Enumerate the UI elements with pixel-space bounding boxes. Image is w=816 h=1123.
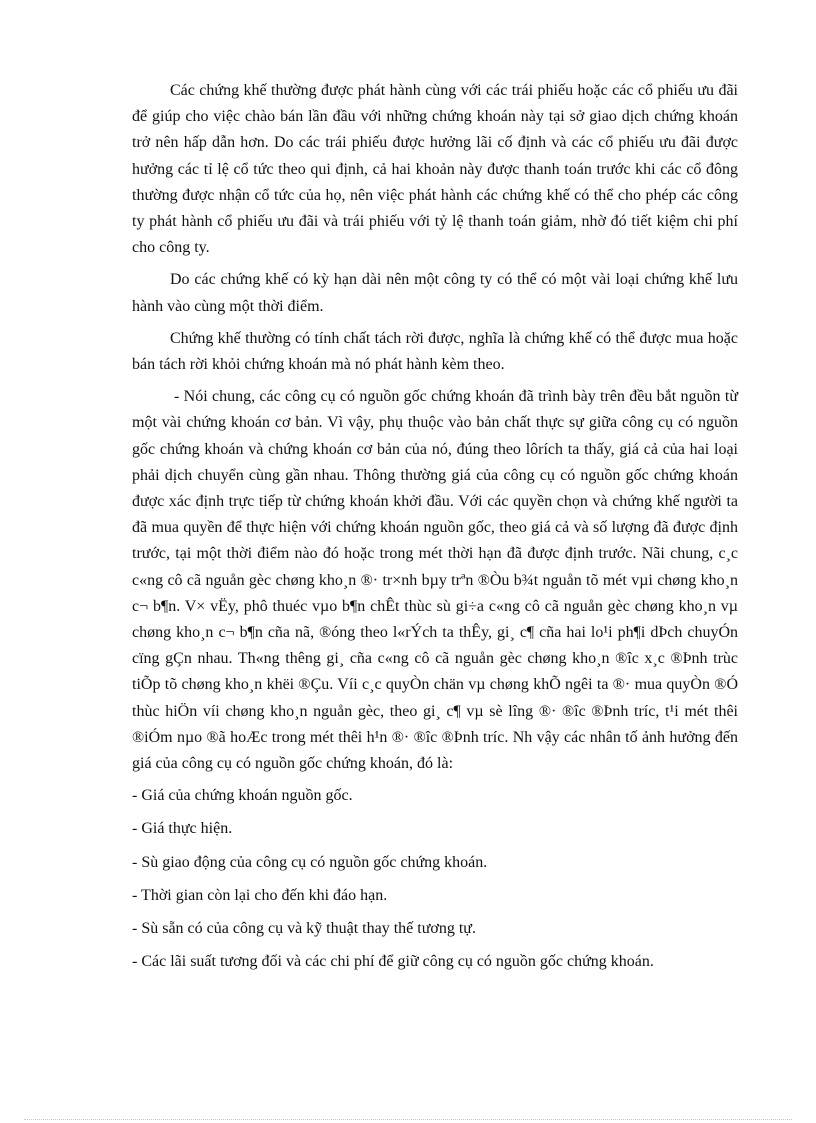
list-item: - Các lãi suất tương đối và các chi phí để giữ công cụ có nguồn gốc chứng khoán. (132, 953, 654, 971)
list-item: - Sù sẵn có của công cụ và kỹ thuật thay thế tương tự. (132, 920, 476, 938)
list-item: - Thời gian còn lại cho đến khi đáo hạn. (132, 886, 388, 904)
list-item: - Giá thực hiện. (132, 820, 233, 838)
list-item: - Sù giao động của công cụ có nguồn gốc chứng khoán. (132, 853, 488, 871)
paragraph-warrants-issuance: Các chứng khế thường được phát hành cùng với các trái phiếu hoặc các cổ phiếu ưu đãi để giúp cho việc chào bán lần đầu với những chứng khoán này tại sở giao dịch chứng khoán trở nên hấp dẫn hơn. Do các trái phiếu được hưởng lãi cố định và các cổ phiếu ưu đãi được hưởng các tỉ lệ cổ tức theo qui định, cả hai khoản này được thanh toán trước khi các cổ đông thường được nhận cổ tức của họ, nên việc phát hành các chứng khế có thể cho phép các công ty phát hành cổ phiếu ưu đãi và trái phiếu với tỷ lệ thanh toán giảm, nhờ đó tiết kiệm chi phí cho công ty. (132, 82, 738, 257)
paragraph-derivatives-pricing: - Nói chung, các công cụ có nguồn gốc chứng khoán đã trình bày trên đều bắt nguồn từ một vài chứng khoán cơ bản. Vì vậy, phụ thuộc vào bản chất thực sự giữa công cụ có nguồn gốc chứng khoán và chứng khoán cơ bản của nó, đúng theo lôrích ta thấy, giá cả của hai loại phải dịch chuyển cùng gần nhau. Thông thường giá của công cụ có nguồn gốc chứng khoán được xác định trực tiếp từ chứng khoán khởi đầu. Với các quyền chọn và chứng khế người ta đã mua quyền để thực hiện với chứng khoán nguồn gốc, theo giá cả và số lượng đã được định trước, tại một thời điểm nào đó hoặc trong mét thời hạn đã được định trước. Nãi chung, c¸c c«ng cô cã nguån gèc chøng kho¸n ®· tr×nh bµy trªn ®Òu b¾t nguån tõ mét vµi chøng kho¸n c¬ b¶n. V× vËy, phô thuéc vµo b¶n chÊt thùc sù gi÷a c«ng cô cã nguån gèc chøng kho¸n vµ chøng kho¸n c¬ b¶n cña nã, ®óng theo l«rÝch ta thÊy, gi¸ c¶ cña hai lo¹i ph¶i dÞch chuyÓn cïng gÇn nhau. Th«ng thêng gi¸ cña c«ng cô cã nguån gèc chøng kho¸n ®îc x¸c ®Þnh trùc tiÕp tõ chøng kho¸n khëi ®Çu. Víi c¸c quyÒn chän vµ chøng khÕ ngêi ta ®· mua quyÒn ®Ó thùc hiÖn víi chøng kho¸n nguån gèc, theo gi¸ c¶ vµ sè lîng ®· ®îc ®Þnh tríc, t¹i mét thêi ®iÓm nµo ®ã hoÆc trong mét thêi h¹n ®· ®îc ®Þnh tríc. Nh vậy các nhân tố ảnh hưởng đến giá của công cụ có nguồn gốc chứng khoán, đó là: (132, 388, 738, 773)
paragraph-warrants-detachable: Chứng khế thường có tính chất tách rời được, nghĩa là chứng khế có thể được mua hoặc bán tách rời khỏi chứng khoán mà nó phát hành kèm theo. (132, 329, 738, 374)
page-bottom-divider (24, 1119, 792, 1120)
price-factors-list (132, 783, 738, 975)
paragraph-warrants-term: Do các chứng khế có kỳ hạn dài nên một công ty có thể có một vài loại chứng khế lưu hành vào cùng một thời điểm. (132, 271, 738, 315)
list-item: - Giá của chứng khoán nguồn gốc. (132, 787, 353, 805)
document-body (132, 78, 738, 983)
